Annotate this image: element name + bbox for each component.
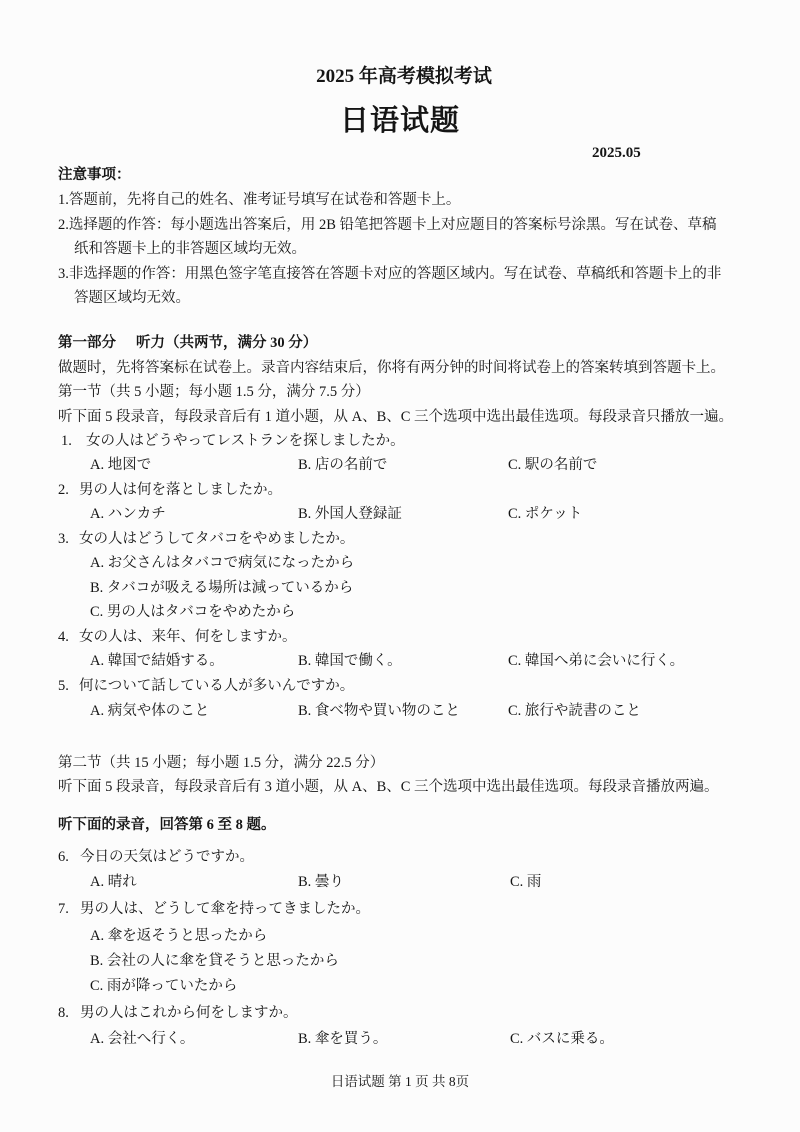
question-7 [0, 899, 800, 919]
option-b: B. 傘を買う。 [298, 1031, 388, 1047]
option-a: A. 韓国で結婚する。 [90, 653, 224, 669]
question-stem: 男の人は何を落としましたか。 [79, 482, 282, 498]
question-4-options [0, 651, 800, 671]
subject-title: 日语试题 [339, 103, 460, 137]
question-8-options [0, 1029, 800, 1049]
note-2-line-2: 纸和答题卡上的非答题区域均无效。 [74, 241, 306, 257]
section2-heading: 第二节（共 15 小题；每小题 1.5 分，满分 22.5 分） [58, 755, 385, 771]
question-number: 8. [58, 1005, 69, 1021]
page-footer: 日语试题 第 1 页 共 8页 [330, 1074, 470, 1089]
section2-instruction: 听下面 5 段录音，每段录音后有 3 道小题，从 A、B、C 三个选项中选出最佳选项。每段录音播放两遍。 [58, 779, 719, 795]
option-a: A. 晴れ [90, 874, 137, 890]
option-a: A. ハンカチ [90, 506, 166, 522]
option-a: A. 傘を返そうと思ったから [90, 928, 268, 944]
section1-heading: 第一节（共 5 小题；每小题 1.5 分，满分 7.5 分） [58, 384, 370, 400]
question-stem: 女の人はどうやってレストランを探しましたか。 [86, 433, 405, 449]
option-c: C. ポケット [508, 506, 583, 522]
exam-date: 2025.05 [592, 145, 641, 161]
option-c: C. バスに乗る。 [510, 1031, 614, 1047]
question-number: 7. [58, 901, 69, 917]
question-2-options [0, 504, 800, 524]
exam-title: 2025 年高考模拟考试 [316, 66, 492, 87]
question-number: 3. [58, 531, 69, 547]
option-a: A. 会社へ行く。 [90, 1031, 195, 1047]
question-number: 4. [58, 629, 69, 645]
question-3-option-c-row [0, 602, 800, 622]
question-stem: 男の人は、どうして傘を持ってきましたか。 [80, 901, 370, 917]
option-c: C. 駅の名前で [508, 457, 598, 473]
option-c: C. 韓国へ弟に会いに行く。 [508, 653, 685, 669]
question-number: 6. [58, 849, 69, 865]
option-b: B. タバコが吸える場所は減っているから [90, 580, 354, 596]
option-b: B. 外国人登録証 [298, 506, 402, 522]
option-a: A. 病気や体のこと [90, 703, 210, 719]
option-b: B. 会社の人に傘を貸そうと思ったから [90, 953, 339, 969]
part1-instruction: 做题时，先将答案标在试卷上。录音内容结束后，你将有两分钟的时间将试卷上的答案转填到答题卡上。 [58, 360, 725, 376]
part1-title: 听力（共两节，满分 30 分） [136, 335, 318, 351]
option-c: C. 雨 [510, 874, 542, 890]
question-number: 1. [61, 433, 72, 449]
question-3-option-a-row [0, 553, 800, 573]
question-4 [0, 627, 800, 647]
question-1 [0, 431, 800, 451]
question-number: 5. [58, 678, 69, 694]
option-a: A. 地図で [90, 457, 152, 473]
note-1-line-1: 1.答题前，先将自己的姓名、准考证号填写在试卷和答题卡上。 [58, 192, 461, 208]
option-c: C. 旅行や読書のこと [508, 703, 641, 719]
note-2-line-1: 2.选择题的作答：每小题选出答案后，用 2B 铅笔把答题卡上对应题目的答案标号涂黑。写在试卷、草稿 [58, 217, 717, 233]
question-1-options [0, 455, 800, 475]
question-stem: 男の人はこれから何をしますか。 [80, 1005, 298, 1021]
section1-instruction: 听下面 5 段录音，每段录音后有 1 道小题，从 A、B、C 三个选项中选出最佳选项。每段录音只播放一遍。 [58, 409, 734, 425]
question-8 [0, 1003, 800, 1023]
option-c: C. 雨が降っていたから [90, 978, 238, 994]
question-6 [0, 847, 800, 867]
group-instruction: 听下面的录音，回答第 6 至 8 题。 [58, 817, 276, 833]
question-stem: 女の人は、来年、何をしますか。 [79, 629, 297, 645]
part1-label: 第一部分 [58, 335, 116, 351]
question-7-option-c-row [0, 976, 800, 996]
question-6-options [0, 872, 800, 892]
question-7-option-b-row [0, 951, 800, 971]
option-a: A. お父さんはタバコで病気になったから [90, 555, 355, 571]
question-number: 2. [58, 482, 69, 498]
option-c: C. 男の人はタバコをやめたから [90, 604, 296, 620]
question-5 [0, 676, 800, 696]
question-2 [0, 480, 800, 500]
question-stem: 女の人はどうしてタバコをやめましたか。 [79, 531, 355, 547]
option-b: B. 食べ物や買い物のこと [298, 703, 460, 719]
question-3 [0, 529, 800, 549]
question-3-option-b-row [0, 578, 800, 598]
question-7-option-a-row [0, 926, 800, 946]
option-b: B. 韓国で働く。 [298, 653, 402, 669]
part1-heading [58, 333, 658, 353]
note-3-line-1: 3.非选择题的作答：用黑色签字笔直接答在答题卡对应的答题区域内。写在试卷、草稿纸和答题卡上的非 [58, 266, 722, 282]
note-3-line-2: 答题区域均无效。 [74, 290, 190, 306]
notes-heading: 注意事项： [58, 167, 131, 183]
option-b: B. 店の名前で [298, 457, 388, 473]
question-5-options [0, 701, 800, 721]
question-stem: 今日の天気はどうですか。 [80, 849, 254, 865]
option-b: B. 曇り [298, 874, 344, 890]
question-stem: 何について話している人が多いんですか。 [79, 678, 355, 694]
